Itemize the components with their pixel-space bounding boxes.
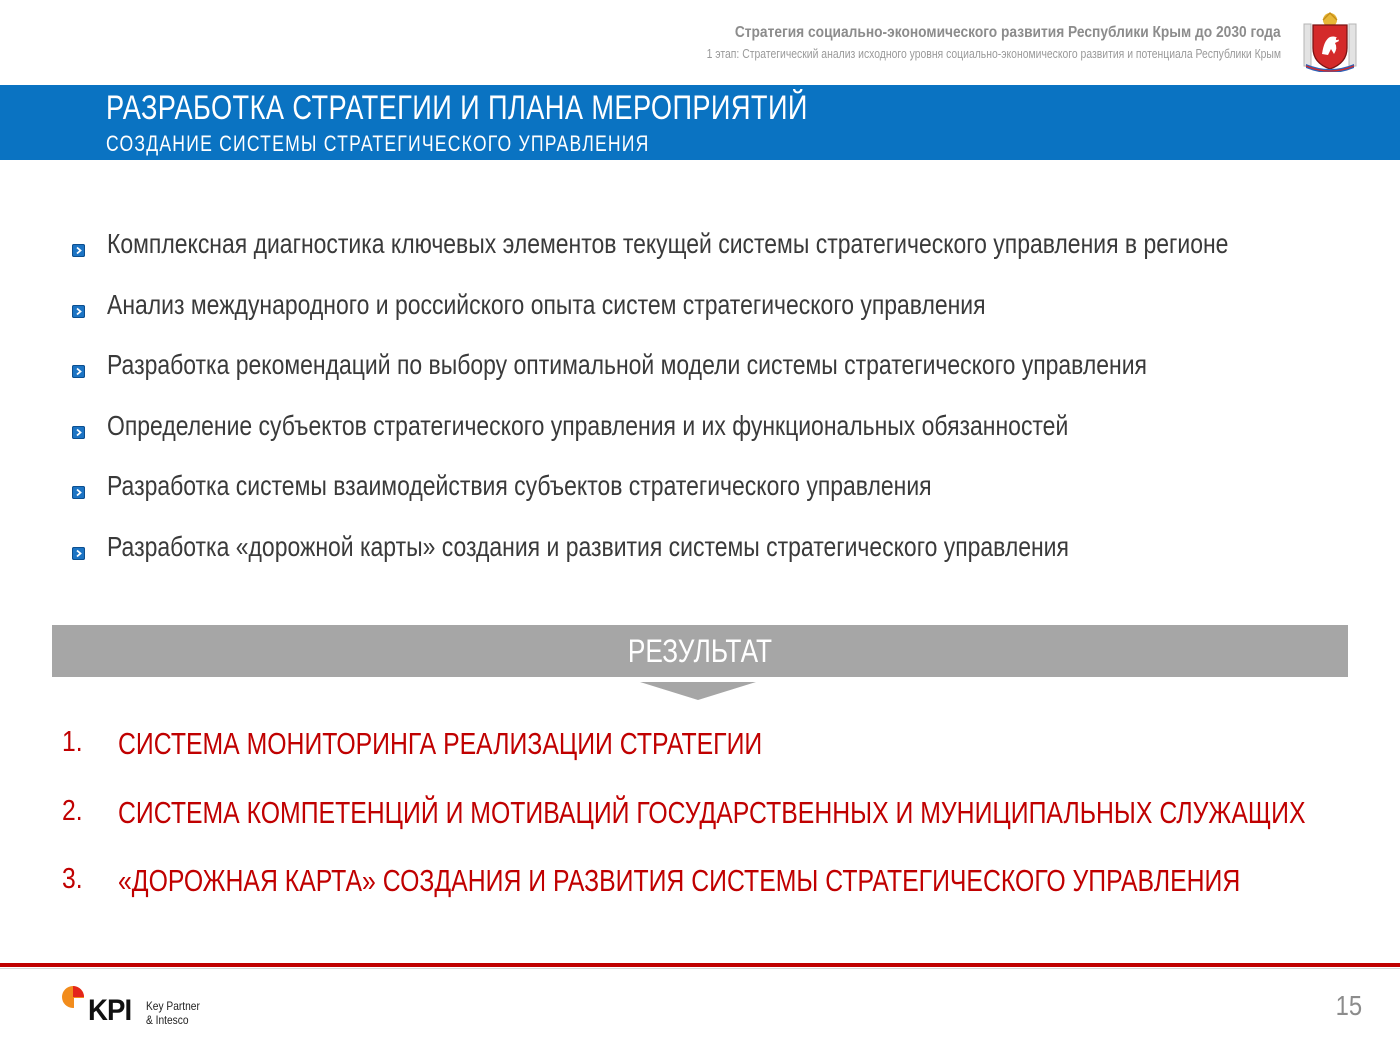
document-title: Стратегия социально-экономического развития Республики Крым до 2030 года: [735, 24, 1281, 41]
slide-subtitle: СОЗДАНИЕ СИСТЕМЫ СТРАТЕГИЧЕСКОГО УПРАВЛЕНИЯ: [106, 131, 650, 156]
result-number: 1.: [62, 726, 83, 758]
task-text: Разработка рекомендаций по выбору оптимальной модели системы стратегического управления: [107, 349, 1147, 381]
task-text: Разработка «дорожной карты» создания и развития системы стратегического управления: [107, 530, 1069, 562]
page-number: 15: [1335, 990, 1362, 1021]
result-text: СИСТЕМА КОМПЕТЕНЦИЙ И МОТИВАЦИЙ ГОСУДАРСТВЕННЫХ И МУНИЦИПАЛЬНЫХ СЛУЖАЩИХ: [118, 794, 1306, 830]
chevron-right-icon: [72, 426, 85, 439]
task-text: Разработка системы взаимодействия субъектов стратегического управления: [107, 470, 932, 502]
task-text: Анализ международного и российского опыта систем стратегического управления: [107, 288, 986, 320]
kpi-logo: [60, 984, 260, 1034]
result-bar: [52, 625, 1348, 677]
document-subtitle: 1 этап: Стратегический анализ исходного уровня социально-экономического развития и потенциала Республики Крым: [706, 46, 1281, 61]
chevron-right-icon: [72, 486, 85, 499]
logo-text: KPI: [88, 994, 132, 1027]
chevron-right-icon: [72, 365, 85, 378]
footer-divider: [0, 963, 1400, 967]
chevron-right-icon: [72, 244, 85, 257]
crimea-coat-of-arms-icon: [1300, 10, 1360, 72]
result-text: СИСТЕМА МОНИТОРИНГА РЕАЛИЗАЦИИ СТРАТЕГИИ: [118, 726, 763, 761]
result-label: РЕЗУЛЬТАТ: [627, 633, 773, 669]
slide-title: РАЗРАБОТКА СТРАТЕГИИ И ПЛАНА МЕРОПРИЯТИЙ: [106, 89, 808, 127]
arrow-down-icon: [640, 682, 756, 705]
result-number: 2.: [62, 794, 83, 827]
logo-tagline: & Intesco: [146, 1013, 189, 1027]
result-number: 3.: [62, 863, 83, 895]
footer-divider-thin: [0, 968, 1400, 969]
chevron-right-icon: [72, 547, 85, 560]
result-text: «ДОРОЖНАЯ КАРТА» СОЗДАНИЯ И РАЗВИТИЯ СИСТЕМЫ СТРАТЕГИЧЕСКОГО УПРАВЛЕНИЯ: [118, 863, 1241, 898]
task-text: Комплексная диагностика ключевых элементов текущей системы стратегического управления в регионе: [107, 228, 1229, 259]
chevron-right-icon: [72, 305, 85, 318]
logo-tagline: Key Partner: [146, 999, 200, 1013]
task-text: Определение субъектов стратегического управления и их функциональных обязанностей: [107, 409, 1069, 441]
title-band: [0, 85, 1400, 160]
